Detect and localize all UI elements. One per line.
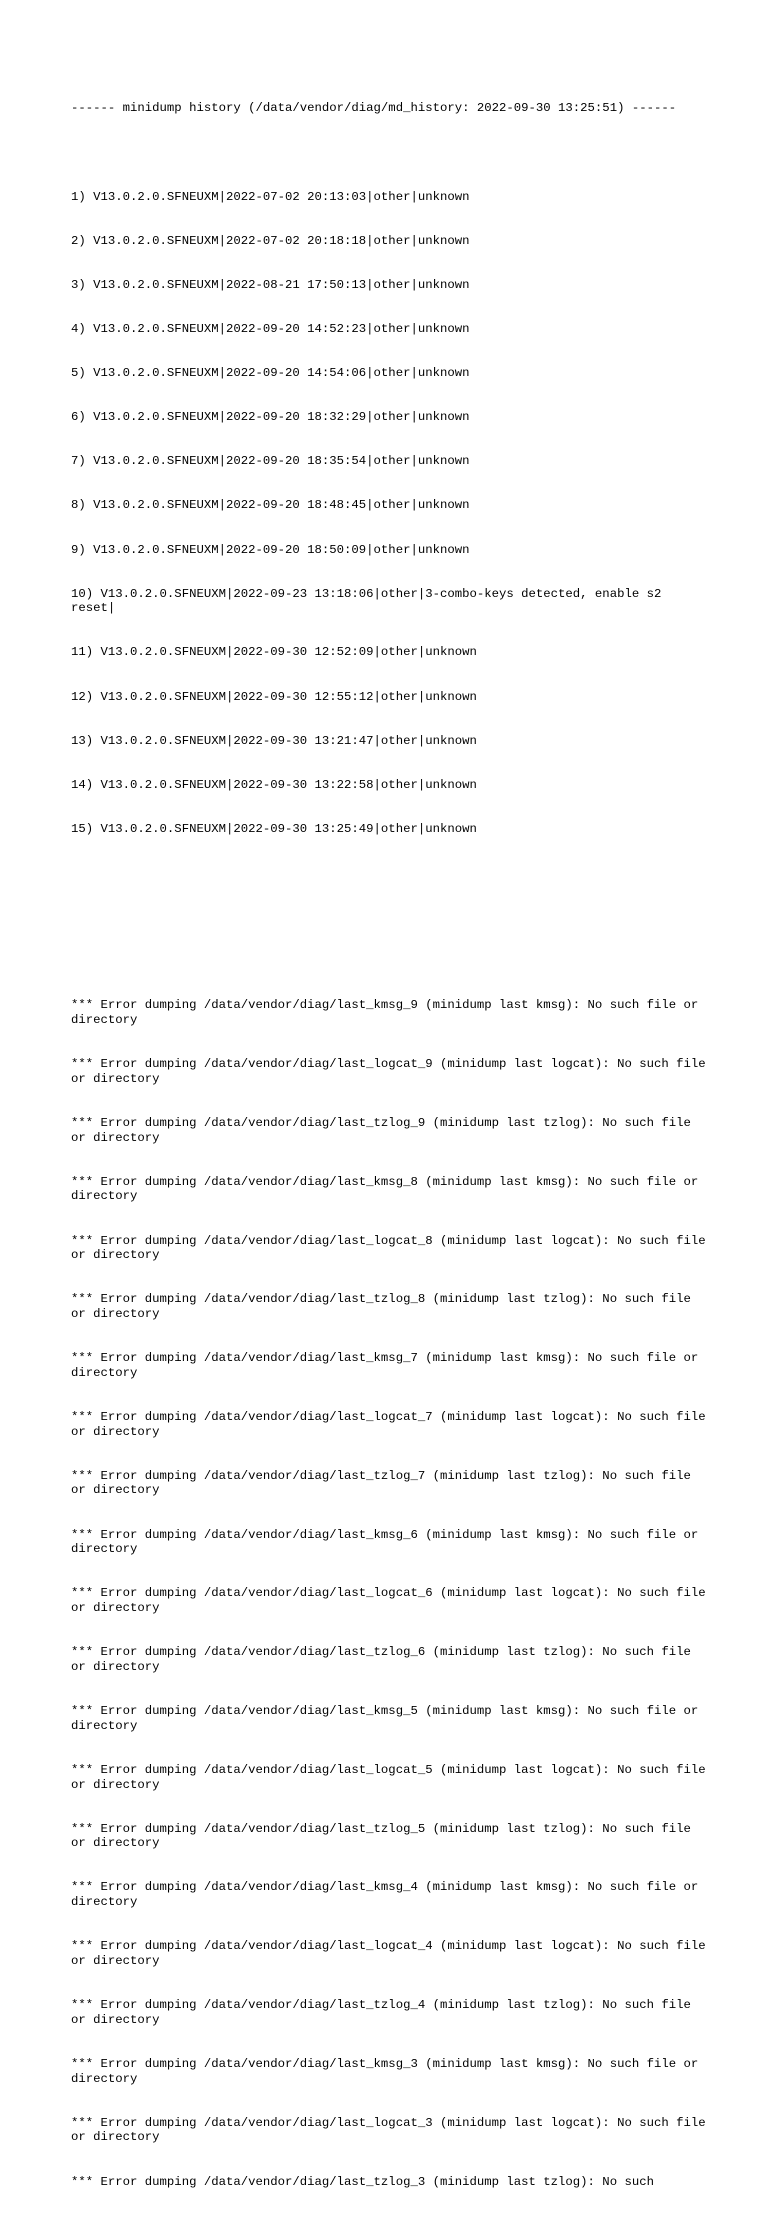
- history-entry: 11) V13.0.2.0.SFNEUXM|2022-09-30 12:52:09|other|unknown: [71, 645, 477, 660]
- error-message: *** Error dumping /data/vendor/diag/last_tzlog_9 (minidump last tzlog): No such file or directory: [71, 1115, 699, 1145]
- error-message: *** Error dumping /data/vendor/diag/last_kmsg_6 (minidump last kmsg): No such file or directory: [71, 1527, 706, 1557]
- error-message: *** Error dumping /data/vendor/diag/last_logcat_7 (minidump last logcat): No such file or directory: [71, 1409, 714, 1439]
- error-message: *** Error dumping /data/vendor/diag/last_tzlog_4 (minidump last tzlog): No such file or directory: [71, 1998, 699, 2027]
- history-entry: 2) V13.0.2.0.SFNEUXM|2022-07-02 20:18:18|other|unknown: [71, 233, 470, 248]
- history-entry: 7) V13.0.2.0.SFNEUXM|2022-09-20 18:35:54|other|unknown: [71, 454, 470, 469]
- history-entry: 9) V13.0.2.0.SFNEUXM|2022-09-20 18:50:09|other|unknown: [71, 542, 470, 557]
- history-entry: 6) V13.0.2.0.SFNEUXM|2022-09-20 18:32:29|other|unknown: [71, 410, 470, 425]
- error-message: *** Error dumping /data/vendor/diag/last_kmsg_8 (minidump last kmsg): No such file or directory: [71, 1174, 706, 1204]
- log-document: [71, 72, 714, 2233]
- error-message: *** Error dumping /data/vendor/diag/last_logcat_3 (minidump last logcat): No such file or directory: [71, 2115, 714, 2145]
- error-message: *** Error dumping /data/vendor/diag/last_kmsg_3 (minidump last kmsg): No such file or directory: [71, 2056, 706, 2086]
- history-entry: 13) V13.0.2.0.SFNEUXM|2022-09-30 13:21:47|other|unknown: [71, 733, 477, 748]
- error-message: *** Error dumping /data/vendor/diag/last_kmsg_4 (minidump last kmsg): No such file or directory: [71, 1880, 706, 1910]
- history-entry: 14) V13.0.2.0.SFNEUXM|2022-09-30 13:22:58|other|unknown: [71, 777, 477, 792]
- history-entry: 5) V13.0.2.0.SFNEUXM|2022-09-20 14:54:06|other|unknown: [71, 366, 470, 381]
- history-entry: 10) V13.0.2.0.SFNEUXM|2022-09-23 13:18:06|other|3-combo-keys detected, enable s2 reset|: [71, 586, 669, 616]
- error-message: *** Error dumping /data/vendor/diag/last_kmsg_9 (minidump last kmsg): No such file or directory: [71, 998, 706, 1027]
- minidump-history-list: [71, 160, 711, 866]
- history-entry: 15) V13.0.2.0.SFNEUXM|2022-09-30 13:25:49|other|unknown: [71, 821, 477, 836]
- minidump-history-header: ------ minidump history (/data/vendor/diag/md_history: 2022-09-30 13:25:51) ------: [71, 101, 677, 116]
- error-message: *** Error dumping /data/vendor/diag/last_tzlog_8 (minidump last tzlog): No such file or directory: [71, 1292, 699, 1322]
- error-message: *** Error dumping /data/vendor/diag/last_logcat_6 (minidump last logcat): No such file or directory: [71, 1586, 714, 1616]
- blank-line: [71, 910, 711, 925]
- history-entry: 3) V13.0.2.0.SFNEUXM|2022-08-21 17:50:13|other|unknown: [71, 277, 470, 292]
- error-message: *** Error dumping /data/vendor/diag/last_tzlog_7 (minidump last tzlog): No such file or directory: [71, 1468, 699, 1498]
- error-message: *** Error dumping /data/vendor/diag/last_logcat_4 (minidump last logcat): No such file or directory: [71, 1939, 714, 1968]
- error-message: *** Error dumping /data/vendor/diag/last_tzlog_3 (minidump last tzlog): No such: [71, 2174, 654, 2189]
- history-entry: 1) V13.0.2.0.SFNEUXM|2022-07-02 20:13:03|other|unknown: [71, 189, 470, 204]
- error-message: *** Error dumping /data/vendor/diag/last_kmsg_7 (minidump last kmsg): No such file or directory: [71, 1351, 706, 1380]
- error-message: *** Error dumping /data/vendor/diag/last_logcat_8 (minidump last logcat): No such file or directory: [71, 1233, 714, 1263]
- error-message-list: [71, 969, 714, 2219]
- error-message: *** Error dumping /data/vendor/diag/last_kmsg_5 (minidump last kmsg): No such file or directory: [71, 1704, 706, 1733]
- error-message: *** Error dumping /data/vendor/diag/last_logcat_9 (minidump last logcat): No such file or directory: [71, 1057, 714, 1086]
- error-message: *** Error dumping /data/vendor/diag/last_tzlog_5 (minidump last tzlog): No such file or directory: [71, 1821, 699, 1851]
- history-entry: 4) V13.0.2.0.SFNEUXM|2022-09-20 14:52:23|other|unknown: [71, 321, 470, 336]
- error-message: *** Error dumping /data/vendor/diag/last_tzlog_6 (minidump last tzlog): No such file or directory: [71, 1645, 699, 1674]
- history-entry: 8) V13.0.2.0.SFNEUXM|2022-09-20 18:48:45|other|unknown: [71, 498, 470, 513]
- error-message: *** Error dumping /data/vendor/diag/last_logcat_5 (minidump last logcat): No such file or directory: [71, 1762, 714, 1792]
- history-entry: 12) V13.0.2.0.SFNEUXM|2022-09-30 12:55:12|other|unknown: [71, 689, 477, 704]
